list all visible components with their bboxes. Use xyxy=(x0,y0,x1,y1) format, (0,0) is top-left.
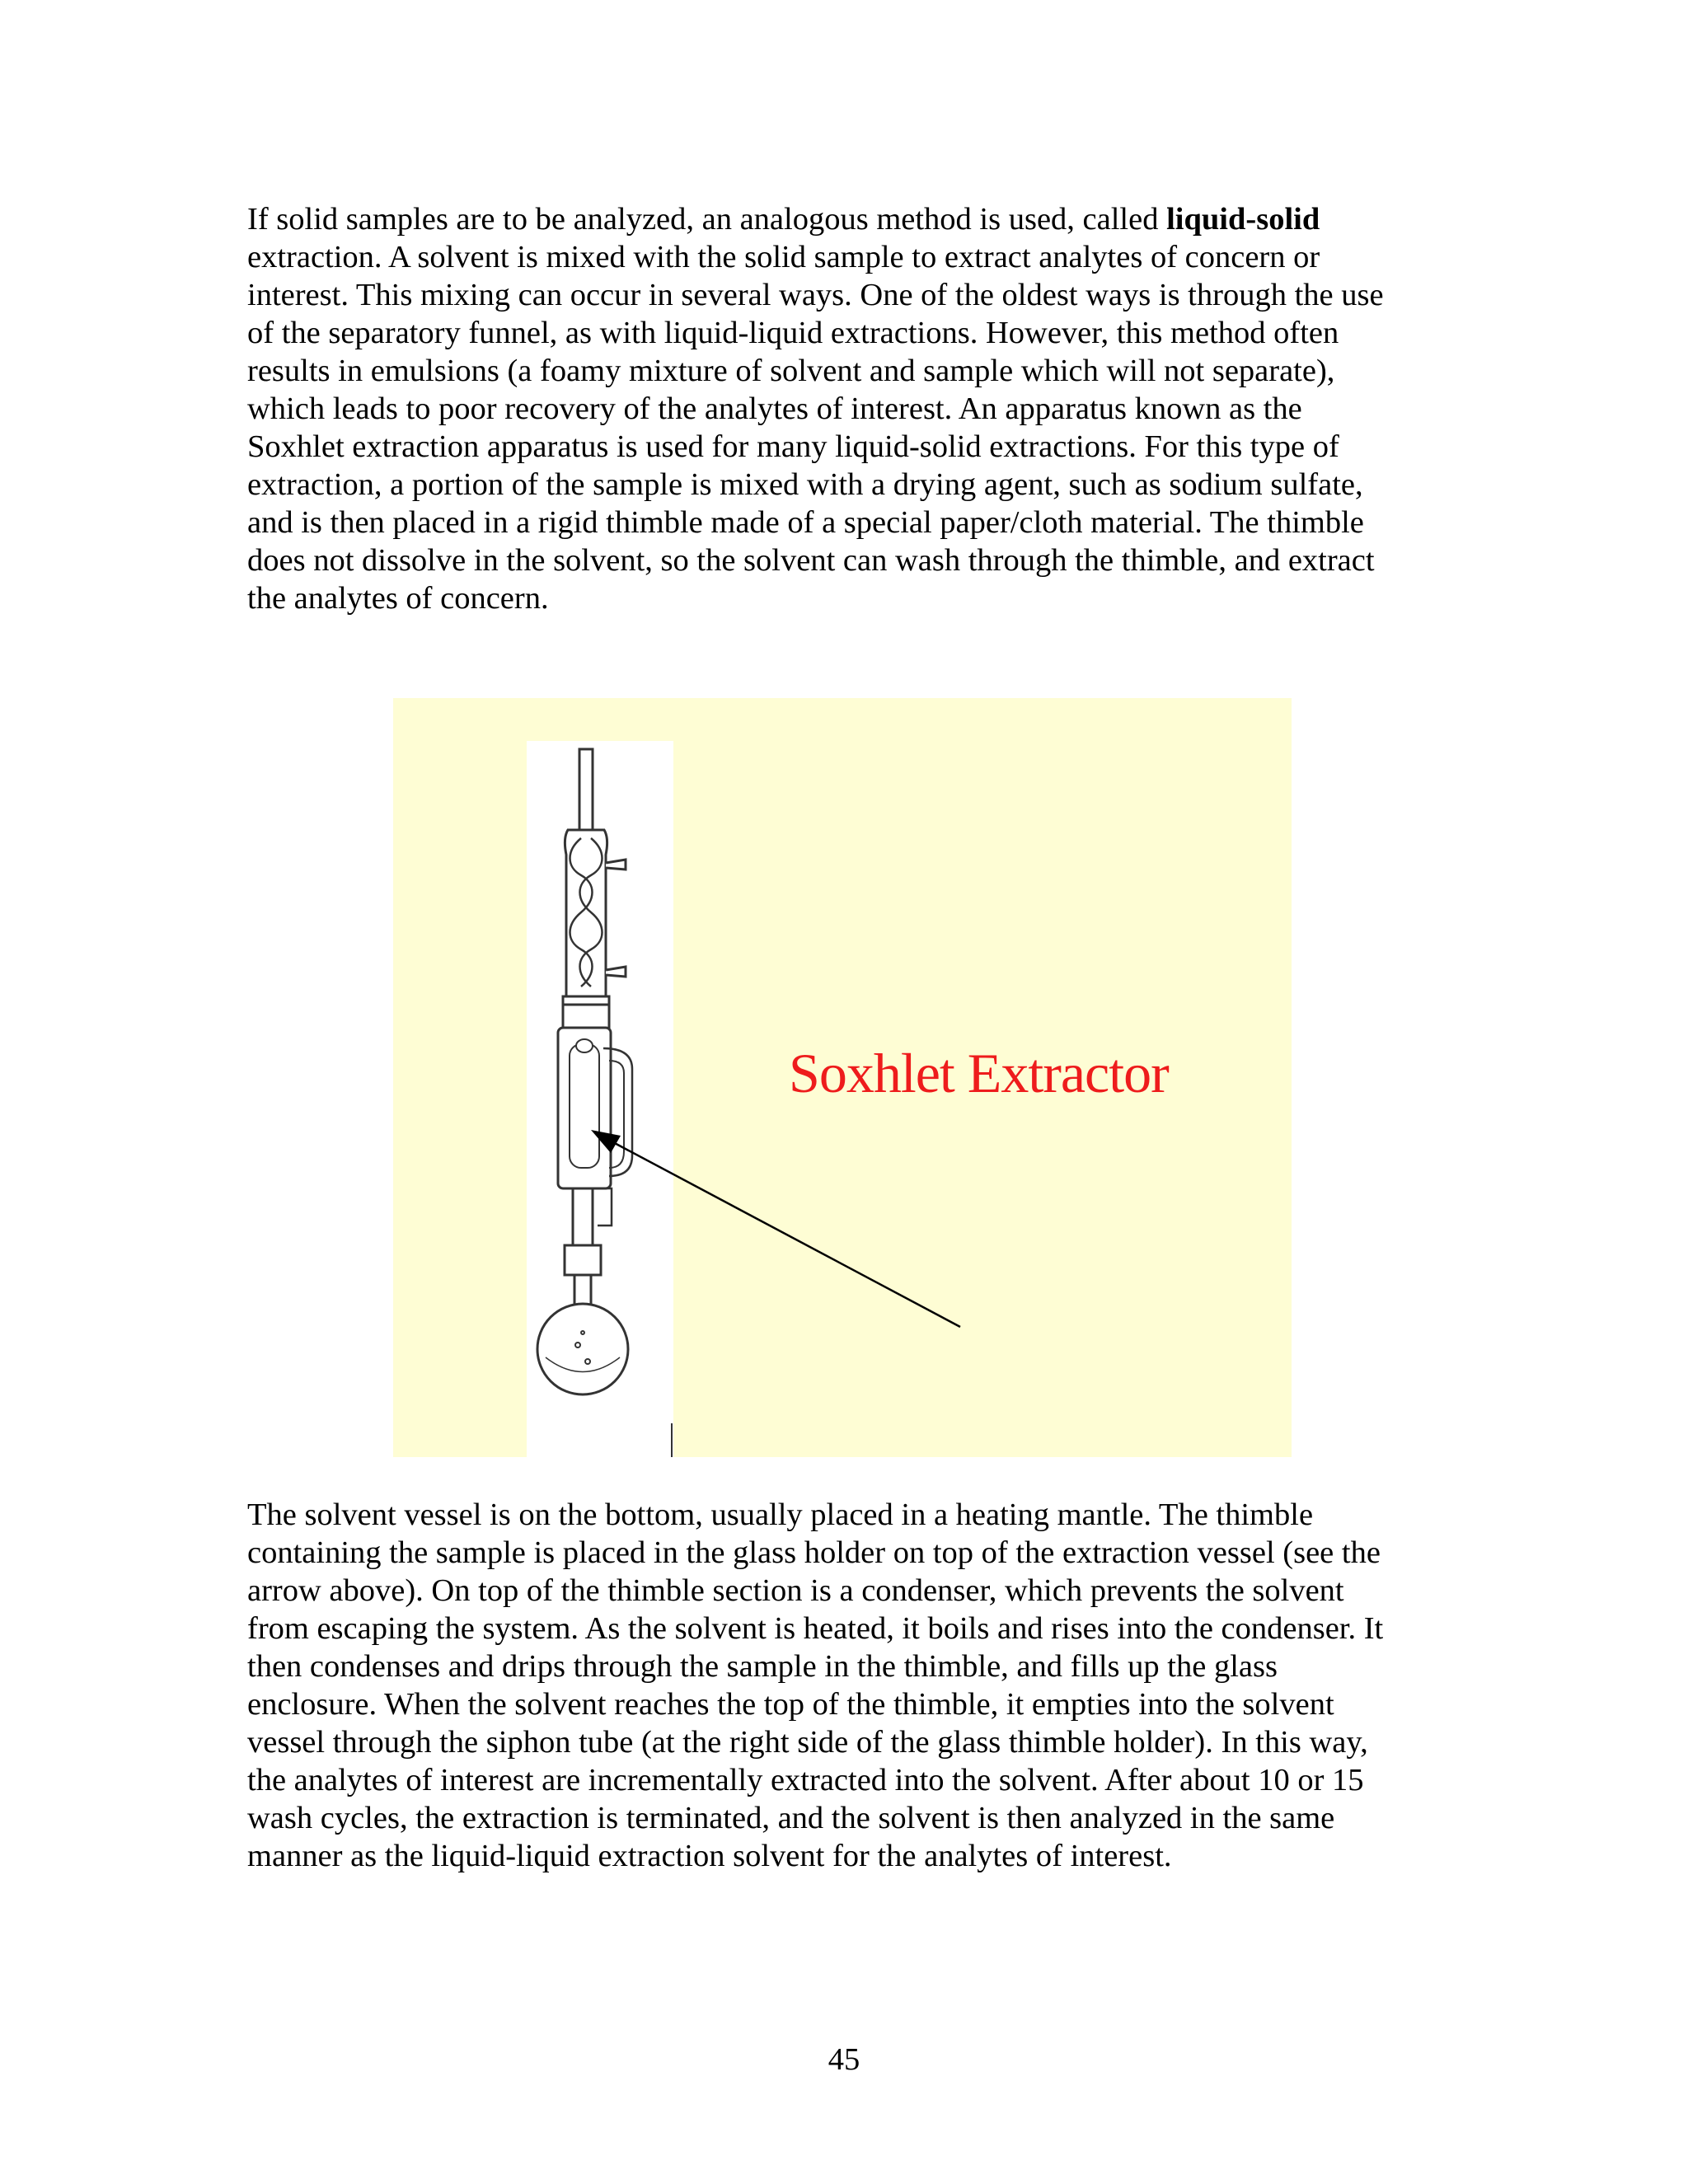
soxhlet-figure xyxy=(393,698,1292,1457)
text-line xyxy=(247,200,1451,238)
text-line: then condenses and drips through the sample in the thimble, and fills up the glass xyxy=(247,1649,1278,1684)
page-number: 45 xyxy=(828,2042,860,2077)
paragraph-soxhlet-process xyxy=(247,1496,1451,1875)
text-line: does not dissolve in the solvent, so the solvent can wash through the thimble, and extract xyxy=(247,543,1375,578)
text-line: and is then placed in a rigid thimble made of a special paper/cloth material. The thimble xyxy=(247,505,1364,540)
text-line: of the separatory funnel, as with liquid-liquid extractions. However, this method often xyxy=(247,316,1339,350)
text-line: enclosure. When the solvent reaches the top of the thimble, it empties into the solvent xyxy=(247,1687,1334,1722)
paragraph-liquid-solid-extraction xyxy=(247,200,1451,617)
text-line: the analytes of concern. xyxy=(247,581,549,616)
text-line: the analytes of interest are incrementally extracted into the solvent. After about 10 or 15 xyxy=(247,1763,1364,1797)
text-line: which leads to poor recovery of the analytes of interest. An apparatus known as the xyxy=(247,391,1302,426)
text-run: If solid samples are to be analyzed, an analogous method is used, called xyxy=(247,202,1167,237)
bold-term: liquid-solid xyxy=(1166,202,1320,237)
text-line: arrow above). On top of the thimble section is a condenser, which prevents the solvent xyxy=(247,1573,1344,1608)
text-line: The solvent vessel is on the bottom, usually placed in a heating mantle. The thimble xyxy=(247,1497,1314,1532)
text-line: results in emulsions (a foamy mixture of solvent and sample which will not separate), xyxy=(247,354,1335,388)
text-line: wash cycles, the extraction is terminated, and the solvent is then analyzed in the same xyxy=(247,1801,1335,1835)
figure-label: Soxhlet Extractor xyxy=(789,1042,1169,1104)
text-line: manner as the liquid-liquid extraction solvent for the analytes of interest. xyxy=(247,1839,1172,1873)
text-line: containing the sample is placed in the glass holder on top of the extraction vessel (see the xyxy=(247,1535,1381,1570)
text-line: vessel through the siphon tube (at the right side of the glass thimble holder). In this way, xyxy=(247,1725,1368,1760)
text-line: Soxhlet extraction apparatus is used for many liquid-solid extractions. For this type of xyxy=(247,429,1339,464)
text-line: interest. This mixing can occur in several ways. One of the oldest ways is through the use xyxy=(247,278,1384,312)
text-line: extraction, a portion of the sample is mixed with a drying agent, such as sodium sulfate, xyxy=(247,467,1363,502)
text-line: extraction. A solvent is mixed with the solid sample to extract analytes of concern or xyxy=(247,240,1320,274)
text-line: from escaping the system. As the solvent is heated, it boils and rises into the condenser. It xyxy=(247,1611,1384,1646)
